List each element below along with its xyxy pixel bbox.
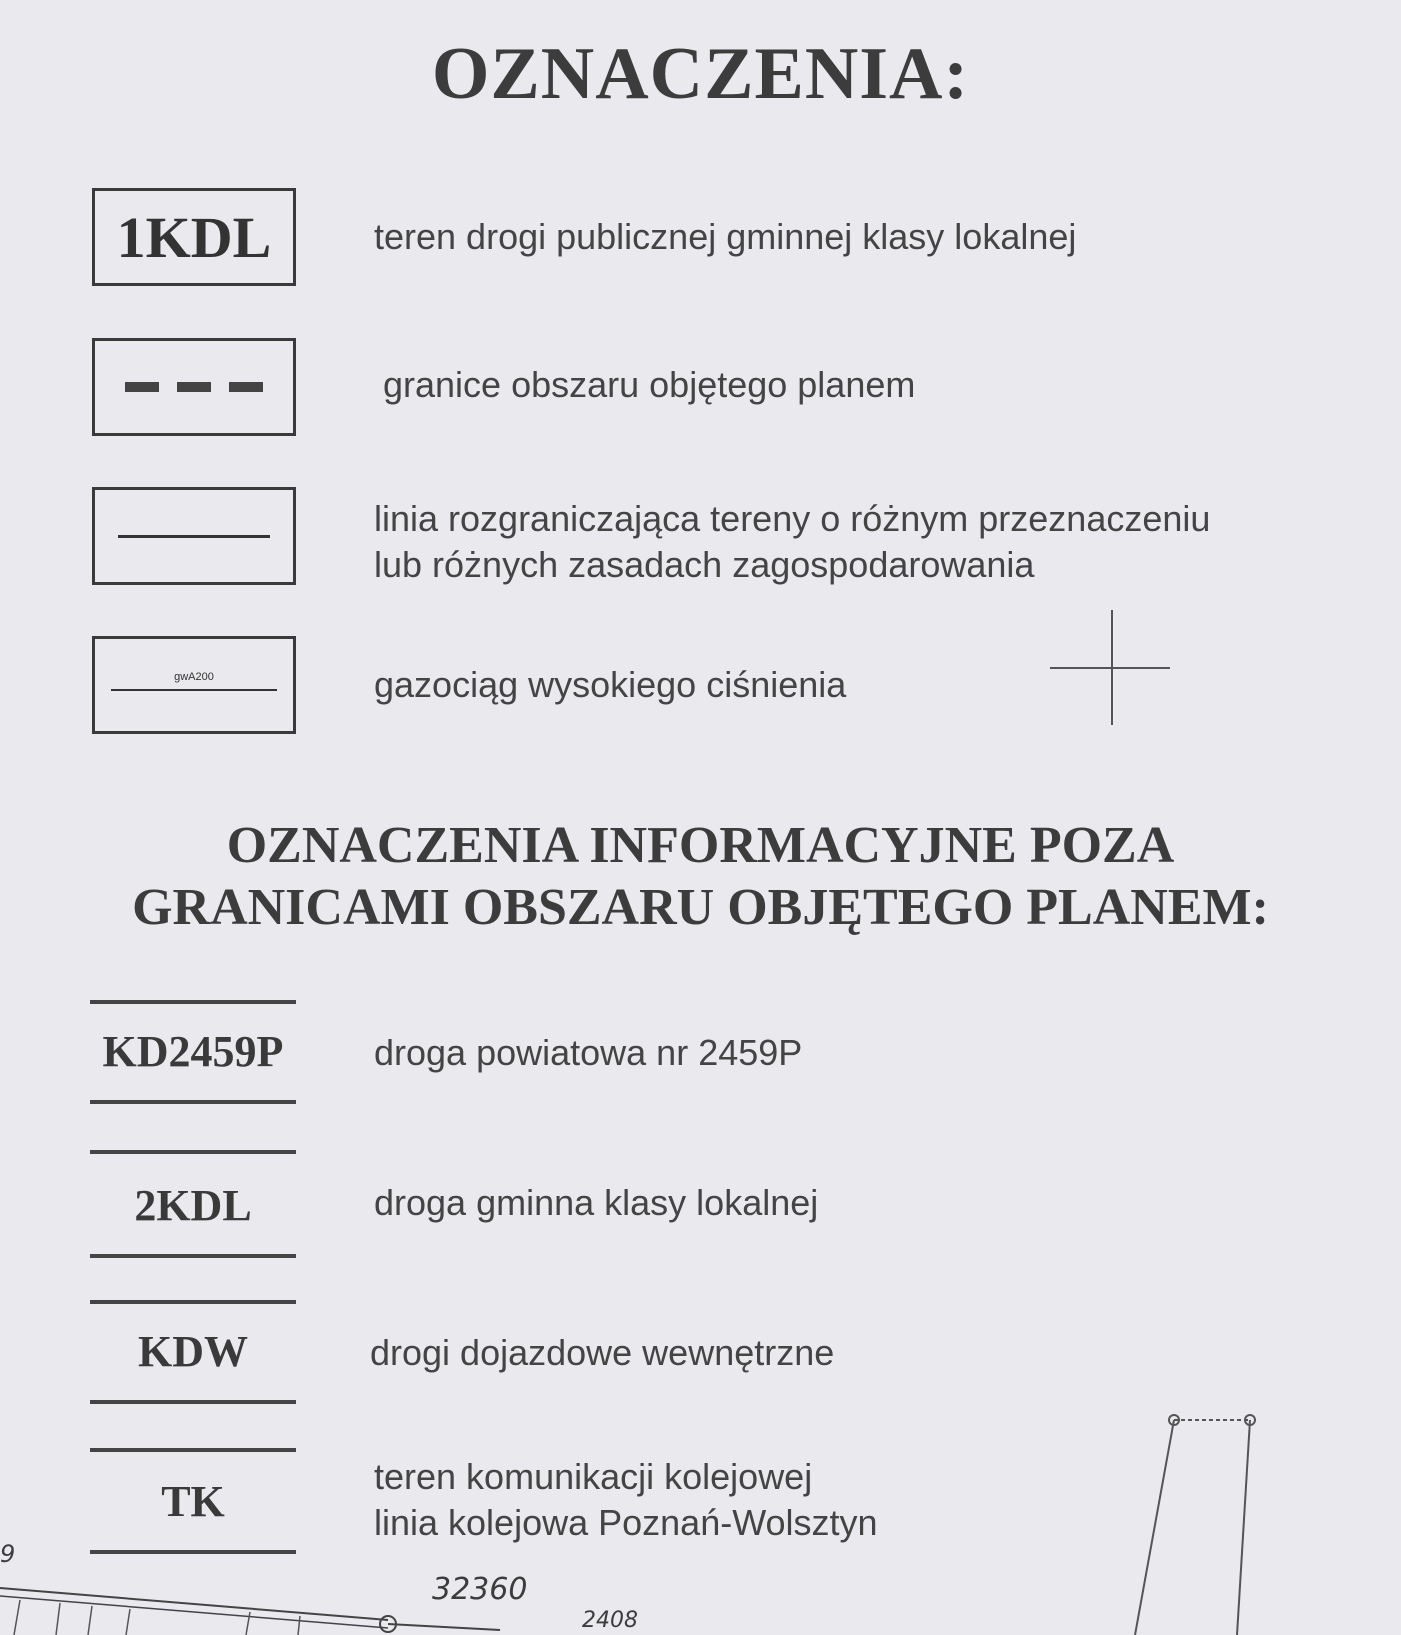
municipal-road-code: 2KDL [134,1181,252,1230]
demarcation-line-2: lub różnych zasadach zagospodarowania [374,544,1035,585]
info-symbol-internal-road [90,1300,296,1404]
legend-description-gas-pipeline: gazociąg wysokiego ciśnienia [374,664,847,705]
map-tick [298,1616,300,1635]
map-label-fragment: 9 [0,1540,16,1568]
info-section-title [0,815,1401,939]
internal-road-code: KDW [138,1327,248,1376]
map-tick [56,1603,60,1635]
map-tick [246,1612,250,1635]
info-description-county-road: droga powiatowa nr 2459P [374,1032,803,1073]
parcel-right-edge [1237,1420,1250,1635]
road-code-label: 1KDL [116,204,272,270]
map-tick [88,1606,92,1635]
legend-description-plan-boundary: granice obszaru objętego planem [383,364,916,405]
gas-pipeline-code: gwA200 [174,671,214,683]
legend-description-public-road: teren drogi publicznej gminnej klasy lokalnej [374,216,1077,257]
county-road-code: KD2459P [102,1027,284,1076]
info-section-title-line-1: OZNACZENIA INFORMACYJNE POZA [226,817,1175,874]
info-symbol-county-road [90,1000,296,1104]
info-section-title-line-2: GRANICAMI OBSZARU OBJĘTEGO PLANEM: [132,879,1269,936]
info-description-railway [374,1454,878,1546]
railway-line-1: teren komunikacji kolejowej [374,1456,813,1497]
info-symbol-municipal-road [90,1150,296,1258]
demarcation-line-1: linia rozgraniczająca tereny o różnym przeznaczeniu [374,498,1211,539]
map-tick [14,1600,20,1635]
map-label-parcel-number: 32360 [432,1572,528,1607]
info-description-municipal-road: droga gminna klasy lokalnej [374,1182,819,1223]
info-symbol-railway [90,1448,296,1554]
map-tick [126,1609,130,1635]
map-label-parcel-number-small: 2408 [582,1608,638,1633]
legend-title: OZNACZENIA: [431,33,970,115]
parcel-left-edge [1135,1420,1174,1635]
info-description-internal-road: drogi dojazdowe wewnętrzne [370,1332,835,1373]
map-line-extension [388,1624,500,1630]
railway-code: TK [161,1477,225,1526]
railway-line-2: linia kolejowa Poznań-Wolsztyn [374,1502,878,1543]
